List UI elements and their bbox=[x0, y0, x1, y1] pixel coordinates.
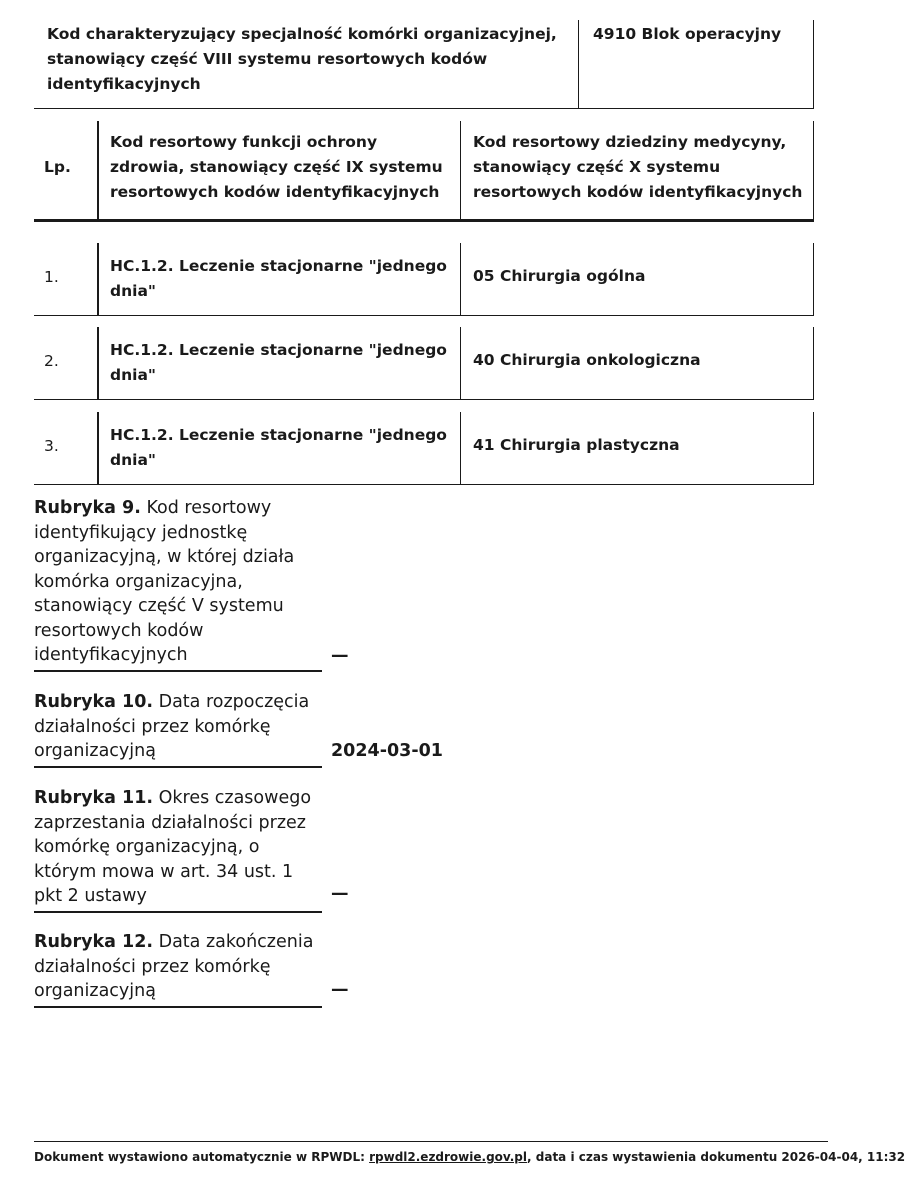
table-row bbox=[34, 243, 814, 316]
rubryka-9-value: — bbox=[331, 646, 349, 666]
row-function-code: HC.1.2. Leczenie stacjonarne "jednego dnia" bbox=[110, 426, 447, 469]
rubryka-11-value: — bbox=[331, 884, 349, 904]
row-lp: 3. bbox=[44, 437, 59, 455]
header-medical-field-code: Kod resortowy dziedziny medycyny, stanowiący część X systemu resortowych kodów identyfikacyjnych bbox=[473, 133, 803, 201]
column-divider bbox=[97, 327, 99, 399]
row-function-code: HC.1.2. Leczenie stacjonarne "jednego dnia" bbox=[110, 257, 447, 300]
rubryka-9-label bbox=[34, 496, 322, 672]
row-medical-field: 05 Chirurgia ogólna bbox=[473, 267, 646, 285]
rubryka-text: Okres czasowego zaprzestania działalności przez komórkę organizacyjną, o którym mowa w art. 34 ust. 1 pkt 2 ustawy bbox=[34, 788, 312, 906]
specialty-label: Kod charakteryzujący specjalność komórki organizacyjnej, stanowiący część VIII systemu resortowych kodów identyfikacyjnych bbox=[47, 25, 557, 93]
column-divider bbox=[97, 412, 99, 484]
rpwdl-link[interactable]: rpwdl2.ezdrowie.gov.pl bbox=[369, 1150, 528, 1164]
cell-border bbox=[813, 20, 814, 108]
row-function-code: HC.1.2. Leczenie stacjonarne "jednego dnia" bbox=[110, 341, 447, 384]
column-divider bbox=[460, 327, 461, 399]
rubryka-10-value: 2024-03-01 bbox=[331, 741, 443, 761]
column-divider bbox=[813, 121, 814, 219]
rubryka-text: Data zakończenia działalności przez komórkę organizacyjną bbox=[34, 932, 314, 1001]
row-medical-field: 40 Chirurgia onkologiczna bbox=[473, 351, 701, 369]
rubryka-12-label bbox=[34, 930, 322, 1008]
rubryka-12-value: — bbox=[331, 980, 349, 1000]
row-lp: 2. bbox=[44, 352, 59, 370]
rubryka-title: Rubryka 10. bbox=[34, 692, 154, 712]
footer-suffix: , data i czas wystawienia dokumentu 2026-04-04, 11:32 bbox=[527, 1150, 905, 1164]
column-divider bbox=[813, 243, 814, 315]
specialty-row bbox=[34, 20, 814, 109]
rubryka-text: Data rozpoczęcia działalności przez komórkę organizacyjną bbox=[34, 692, 310, 761]
footer bbox=[34, 1150, 905, 1164]
table-row bbox=[34, 327, 814, 400]
column-divider bbox=[813, 327, 814, 399]
column-divider bbox=[97, 243, 99, 315]
table-header bbox=[34, 121, 814, 222]
rubryka-title: Rubryka 12. bbox=[34, 932, 154, 952]
rubryka-11-label bbox=[34, 786, 322, 913]
rubryka-title: Rubryka 9. bbox=[34, 498, 141, 518]
column-divider bbox=[460, 121, 461, 219]
rubryka-text: Kod resortowy identyfikujący jednostkę organizacyjną, w której działa komórka organizacyjna, stanowiący część V systemu resortowych kodów identyfikacyjnych bbox=[34, 498, 295, 665]
column-divider bbox=[460, 243, 461, 315]
row-lp: 1. bbox=[44, 268, 59, 286]
column-divider bbox=[460, 412, 461, 484]
footer-divider bbox=[34, 1141, 828, 1142]
rubryka-title: Rubryka 11. bbox=[34, 788, 154, 808]
rubryka-10-label bbox=[34, 690, 322, 768]
column-divider bbox=[813, 412, 814, 484]
row-medical-field: 41 Chirurgia plastyczna bbox=[473, 436, 680, 454]
table-row bbox=[34, 412, 814, 485]
column-divider bbox=[97, 121, 99, 219]
specialty-value: 4910 Blok operacyjny bbox=[593, 25, 782, 43]
header-lp: Lp. bbox=[44, 158, 71, 176]
header-function-code: Kod resortowy funkcji ochrony zdrowia, stanowiący część IX systemu resortowych kodów identyfikacyjnych bbox=[110, 133, 443, 201]
footer-prefix: Dokument wystawiono automatycznie w RPWDL: bbox=[34, 1150, 370, 1164]
